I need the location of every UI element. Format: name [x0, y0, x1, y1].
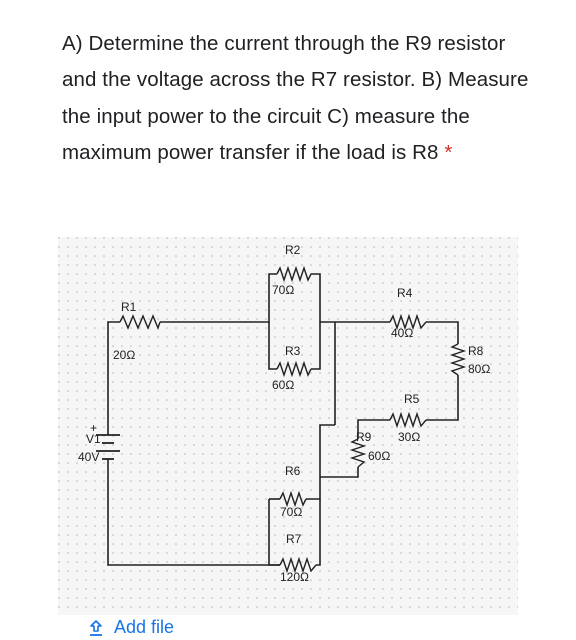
label-r8-value: 80Ω	[468, 362, 491, 376]
label-r7-value: 120Ω	[280, 570, 309, 584]
label-r8-name: R8	[468, 344, 484, 358]
add-file-button[interactable]	[88, 617, 174, 638]
label-r6-value: 70Ω	[280, 505, 303, 519]
question-text	[62, 26, 532, 172]
label-r2-value: 70Ω	[272, 283, 295, 297]
label-r9-value: 60Ω	[368, 449, 391, 463]
add-file-label: Add file	[114, 617, 175, 637]
label-r1-value: 20Ω	[113, 348, 136, 362]
label-r6-name: R6	[285, 464, 301, 478]
label-r4-name: R4	[397, 286, 413, 300]
label-v1-value: 40V	[78, 450, 100, 464]
label-r4-value: 40Ω	[391, 326, 414, 340]
upload-icon	[88, 619, 104, 637]
label-r5-value: 30Ω	[398, 430, 421, 444]
plus-sign: +	[90, 421, 98, 435]
circuit-diagram	[58, 237, 518, 615]
label-r9-name: R9	[356, 430, 372, 444]
required-marker: *	[444, 141, 453, 165]
question-body: A) Determine the current through the R9 resistor and the voltage across the R7 resistor. B) Measure the input power to the circuit C) measure the maximum power transfer if the load is R8	[62, 32, 529, 165]
label-r3-value: 60Ω	[272, 378, 295, 392]
label-r3-name: R3	[285, 344, 301, 358]
label-v1-name: V1	[86, 432, 101, 446]
label-r1-name: R1	[121, 300, 137, 314]
label-r2-name: R2	[285, 243, 301, 257]
label-r7-name: R7	[286, 532, 302, 546]
label-r5-name: R5	[404, 392, 420, 406]
